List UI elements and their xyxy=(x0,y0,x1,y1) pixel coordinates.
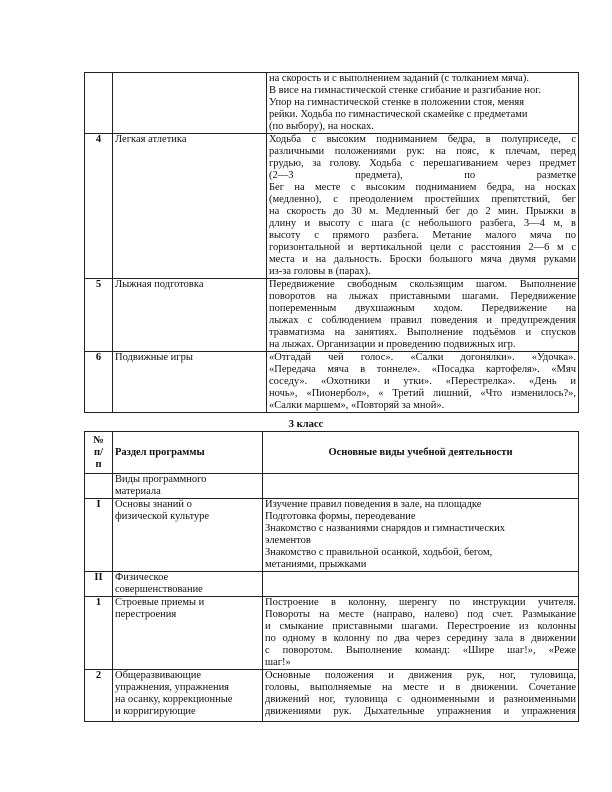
text-line: на скорость до 30 м. Медленный бег до 2 мин. Прыжки в xyxy=(269,206,576,217)
row-number: 4 xyxy=(85,134,113,279)
table-row xyxy=(85,134,579,279)
header-number-line: № xyxy=(93,434,104,446)
row-activities xyxy=(263,670,579,722)
text-line: места и на дальность. Броски большого мяча двумя руками xyxy=(269,254,576,265)
text-line: В висе на гимнастической стенке сгибание и разгибание ног. xyxy=(269,85,541,96)
text-line: соседу». «Охотники и утки». «Перестрелка». «День и xyxy=(269,376,576,387)
table-row xyxy=(85,279,579,352)
section-line: Физическое xyxy=(115,572,169,583)
text-line: рейки. Ходьба по гимнастической скамейке с предметами xyxy=(269,109,528,120)
table-row xyxy=(85,499,579,572)
row-section xyxy=(113,670,263,722)
text-line: Изучение правил поведения в зале, на площадке xyxy=(265,499,482,510)
text-line: с поворотом. Выполнение команд: «Шире шаг!», «Реже xyxy=(265,645,576,656)
text-line: различными положениями рук: на пояс, к плечам, перед xyxy=(269,146,576,157)
row-section xyxy=(113,499,263,572)
text-line: лыжах с соблюдением правил поведения и предупреждения xyxy=(269,315,576,326)
text-line: «Отгадай чей голос». «Салки догонялки». «Удочка». xyxy=(269,352,576,363)
text-line: (2—3 предмета), по разметке xyxy=(269,170,576,181)
activities-table-grade-3 xyxy=(84,431,579,722)
section-title: 3 класс xyxy=(288,419,324,430)
row-activities xyxy=(267,352,579,413)
row-activities xyxy=(263,474,579,499)
text-line: травматизма на занятиях. Выполнение подъёмов и спусков xyxy=(269,327,576,338)
row-activities xyxy=(267,134,579,279)
text-line: из-за головы в (парах). xyxy=(269,266,371,277)
row-number: 5 xyxy=(85,279,113,352)
activities-table-grade-2 xyxy=(84,72,579,413)
text-line: Основные положения и движения рук, ног, туловища, xyxy=(265,670,576,681)
row-activities xyxy=(267,279,579,352)
section-line: и корригирующие xyxy=(115,706,196,717)
row-activities xyxy=(263,597,579,670)
row-number xyxy=(85,73,113,134)
text-line: Подготовка формы, переодевание xyxy=(265,511,416,522)
text-line: головы, выполняемые на месте и в движении. Сочетание xyxy=(265,682,576,693)
header-section: Раздел программы xyxy=(113,432,263,474)
text-line: Упор на гимнастической стенке в положении стоя, меняя xyxy=(269,97,525,108)
text-line: шаг!» xyxy=(265,657,291,668)
text-line: грудью, за голову. Ходьба с перешагиванием через предмет xyxy=(269,158,576,169)
text-line: Повороты на месте (направо, налево) под счет. Размыкание xyxy=(265,609,576,620)
row-number: 6 xyxy=(85,352,113,413)
text-line: Знакомство с правильной осанкой, ходьбой, бегом, xyxy=(265,547,493,558)
text-line: на скорость и с выполнением заданий (с толканием мяча). xyxy=(269,73,529,84)
row-section xyxy=(113,73,267,134)
text-line: (медленно), с преодолением простейших препятствий, бег xyxy=(269,194,576,205)
row-section xyxy=(113,572,263,597)
text-line: Передвижение свободным скользящим шагом. Выполнение xyxy=(269,279,576,290)
row-activities xyxy=(267,73,579,134)
section-line: физической культуре xyxy=(115,511,210,522)
text-line: метаниями, прыжками xyxy=(265,559,367,570)
table-row xyxy=(85,597,579,670)
section-line: перестроения xyxy=(115,609,177,620)
row-section: Лыжная подготовка xyxy=(113,279,267,352)
header-activities: Основные виды учебной деятельности xyxy=(263,432,579,474)
table-row xyxy=(85,572,579,597)
text-line: поворотов на лыжах приставными шагами. Передвижение xyxy=(269,291,576,302)
text-line: элементов xyxy=(265,535,311,546)
section-line: Строевые приемы и xyxy=(115,597,205,608)
section-line: Виды программного xyxy=(115,474,207,485)
row-section: Подвижные игры xyxy=(113,352,267,413)
row-number: 1 xyxy=(85,597,113,670)
text-line: Ходьба с высоким подниманием бедра, в полуприседе, с xyxy=(269,134,576,145)
text-line: длину и высоту с шага (с небольшого разбега, 3—4 м, в xyxy=(269,218,576,229)
section-line: Общеразвивающие xyxy=(115,670,201,681)
text-line: (по выбору), на носках. xyxy=(269,121,374,132)
text-line: Знакомство с названиями снарядов и гимнастических xyxy=(265,523,505,534)
row-number: II xyxy=(85,572,113,597)
table-row xyxy=(85,352,579,413)
text-line: попеременным двухшажным ходом. Передвижение на xyxy=(269,303,576,314)
text-line: движений ног, туловища с одноименными и разноименными xyxy=(265,694,576,705)
table-row xyxy=(85,73,579,134)
text-line: «Салки маршем», «Повторяй за мной». xyxy=(269,400,445,411)
row-number: 2 xyxy=(85,670,113,722)
text-line: ночь», «Пионербол», « Третий лишний, «Что изменилось?», xyxy=(269,388,576,399)
section-line: упражнения, упражнения xyxy=(115,682,230,693)
text-line: горизонтальной и вертикальной цели с расстояния 2—6 м с xyxy=(269,242,576,253)
text-line: Бег на месте с высоким подниманием бедра, на носках xyxy=(269,182,576,193)
header-number-line: п xyxy=(95,458,102,470)
header-number-line: п/ xyxy=(94,446,103,458)
row-activities xyxy=(263,499,579,572)
row-section: Легкая атлетика xyxy=(113,134,267,279)
text-line: по одному в колонну по два через середину зала в движении xyxy=(265,633,576,644)
text-line: «Передача мяча в тоннеле». «Посадка картофеля». «Мяч xyxy=(269,364,576,375)
text-line: Построение в колонну, шеренгу по инструкции учителя. xyxy=(265,597,576,608)
text-line: движениями рук. Дыхательные упражнения и упражнения xyxy=(265,706,576,717)
table-header-row xyxy=(85,432,579,474)
row-activities xyxy=(263,572,579,597)
section-line: на осанку, коррекционные xyxy=(115,694,233,705)
row-section xyxy=(113,474,263,499)
text-line: высоту с прямого разбега. Метание малого мяча по xyxy=(269,230,576,241)
table-row xyxy=(85,670,579,722)
row-section xyxy=(113,597,263,670)
section-line: Основы знаний о xyxy=(115,499,192,510)
section-line: совершенствование xyxy=(115,584,203,595)
text-line: на лыжах. Организации и проведению подвижных игр. xyxy=(269,339,516,350)
table-row xyxy=(85,474,579,499)
row-number xyxy=(85,474,113,499)
text-line: и смыкание приставными шагами. Перестроение из колонны xyxy=(265,621,576,632)
section-line: материала xyxy=(115,486,161,497)
row-number: I xyxy=(85,499,113,572)
header-number xyxy=(85,432,113,474)
